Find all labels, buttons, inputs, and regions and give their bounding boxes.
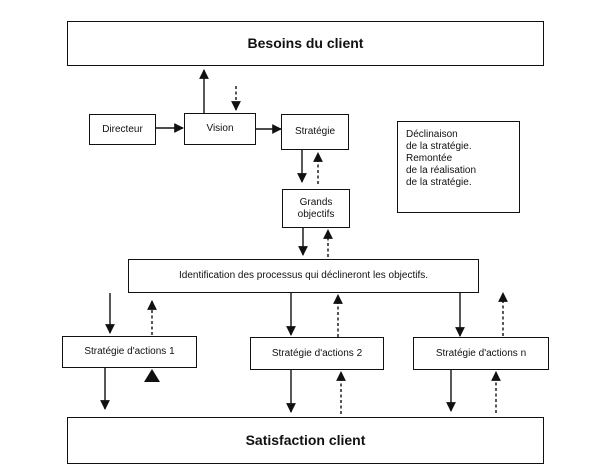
grands-objectifs-box xyxy=(282,189,350,228)
grands-objectifs-label-line2: objectifs xyxy=(297,208,335,220)
directeur-box xyxy=(89,114,156,145)
legend-declinaison-line1: Déclinaison xyxy=(406,129,458,140)
strategie-box xyxy=(281,114,349,150)
strategie-actions-n-label: Stratégie d'actions n xyxy=(435,347,527,359)
strategie-actions-2-box xyxy=(250,337,384,370)
strategie-actions-1-box xyxy=(62,336,197,368)
vision-box xyxy=(184,113,256,145)
triangle-marker-action1 xyxy=(144,369,160,382)
grands-objectifs-label-line1: Grands xyxy=(299,196,333,208)
satisfaction-client-label: Satisfaction client xyxy=(245,432,366,449)
identification-box xyxy=(128,259,479,293)
besoins-du-client-box xyxy=(67,21,544,66)
legend-declinaison-line2: de la stratégie. xyxy=(406,141,472,152)
besoins-du-client-label: Besoins du client xyxy=(247,35,364,52)
strategie-label: Stratégie xyxy=(294,126,336,137)
identification-label: Identification des processus qui déclineront les objectifs. xyxy=(178,270,429,281)
satisfaction-client-box xyxy=(67,417,544,464)
directeur-label: Directeur xyxy=(102,123,143,135)
legend-box xyxy=(397,121,520,213)
legend-remontee-line3: de la stratégie. xyxy=(406,177,472,188)
vision-label: Vision xyxy=(206,123,234,134)
legend-remontee-line1: Remontée xyxy=(406,153,453,164)
strategie-actions-n-box xyxy=(413,337,549,370)
strategie-actions-2-label: Stratégie d'actions 2 xyxy=(271,347,363,359)
legend-remontee-line2: de la réalisation xyxy=(406,165,477,176)
strategie-actions-1-label: Stratégie d'actions 1 xyxy=(84,346,175,357)
